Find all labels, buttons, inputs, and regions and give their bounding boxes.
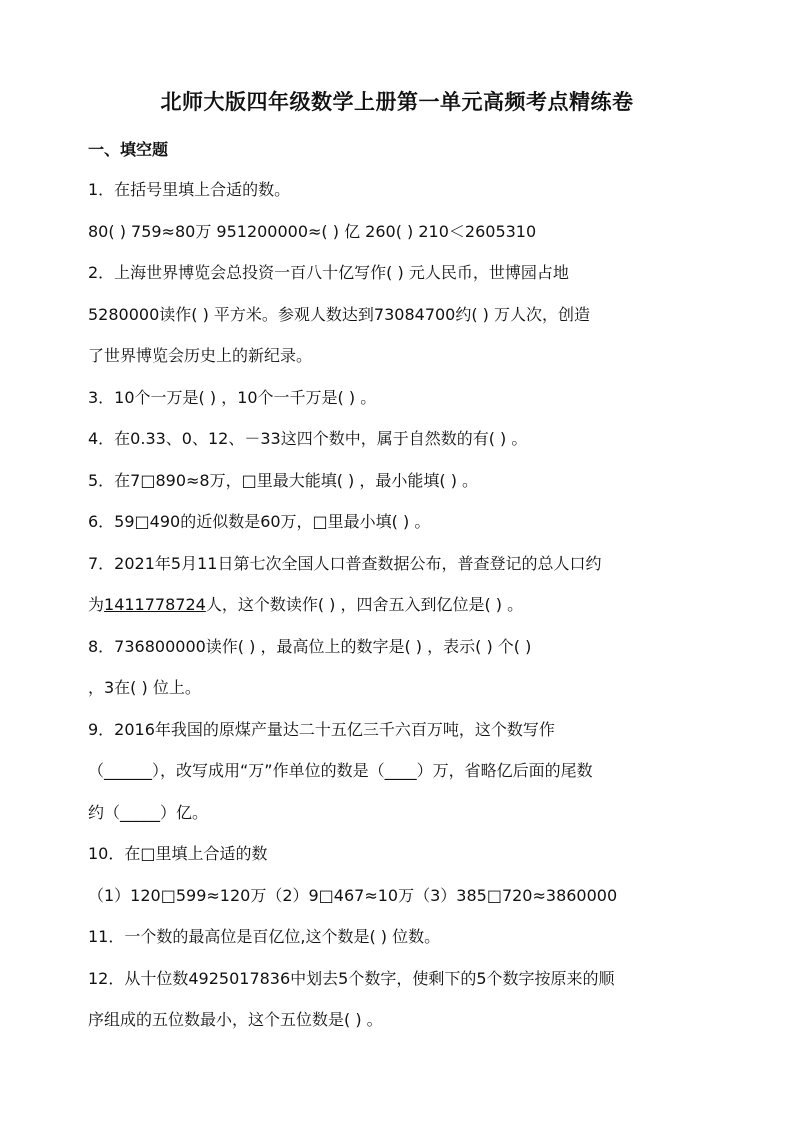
question-line: 约（_____）亿。 (88, 802, 209, 822)
question-line: 9．2016年我国的原煤产量达二十五亿三千六百万吨，这个数写作 (88, 719, 555, 739)
question-line: （1）120□599≈120万（2）9□467≈10万（3）385□720≈3860000 (88, 885, 618, 905)
question-line: 10．在□里填上合适的数 (88, 844, 268, 863)
question-line: 8．736800000读作( ) ，最高位上的数字是( ) ，表示( ) 个( ) (88, 636, 532, 656)
line-prefix: 为 (88, 595, 105, 614)
question-line: 80( ) 759≈80万 951200000≈( ) 亿 260( ) 210＜2605310 (88, 221, 537, 241)
question-line: 5280000读作( ) 平方米。参观人数达到73084700约( ) 万人次，创造 (88, 304, 591, 324)
page-title: 北师大版四年级数学上册第一单元高频考点精练卷 (160, 89, 634, 114)
question-line: 4．在0.33、0、12、－33这四个数中，属于自然数的有( ) 。 (88, 429, 528, 448)
question-line: 11．一个数的最高位是百亿位,这个数是( ) 位数。 (88, 927, 441, 946)
question-line: （______），改写成用“万”作单位的数是（____）万，省略亿后面的尾数 (88, 761, 593, 780)
question-line: ，3在( ) 位上。 (88, 678, 201, 697)
question-line: 2．上海世界博览会总投资一百八十亿写作( ) 元人民币，世博园占地 (88, 263, 569, 282)
question-line: 12．从十位数4925017836中划去5个数字，使剩下的5个数字按原来的顺 (88, 968, 615, 988)
question-line: 6．59□490的近似数是60万，□里最小填( ) 。 (88, 512, 431, 531)
question-line: 1．在括号里填上合适的数。 (88, 180, 291, 199)
question-line: 7．2021年5月11日第七次全国人口普查数据公布，普查登记的总人口约 (88, 553, 602, 573)
question-line: 5．在7□890≈8万，□里最大能填( ) ，最小能填( ) 。 (88, 470, 479, 490)
question-line (88, 593, 708, 635)
question-line: 3．10个一万是( ) ，10个一千万是( ) 。 (88, 387, 377, 407)
population-number: 1411778724 (104, 595, 206, 614)
section-heading: 一、填空题 (88, 140, 169, 159)
question-line: 了世界博览会历史上的新纪录。 (88, 346, 313, 365)
line-suffix: 人，这个数读作( ) ，四舍五入到亿位是( ) 。 (205, 595, 524, 614)
question-line: 序组成的五位数最小，这个五位数是( ) 。 (88, 1010, 383, 1029)
question-list (88, 178, 708, 1050)
